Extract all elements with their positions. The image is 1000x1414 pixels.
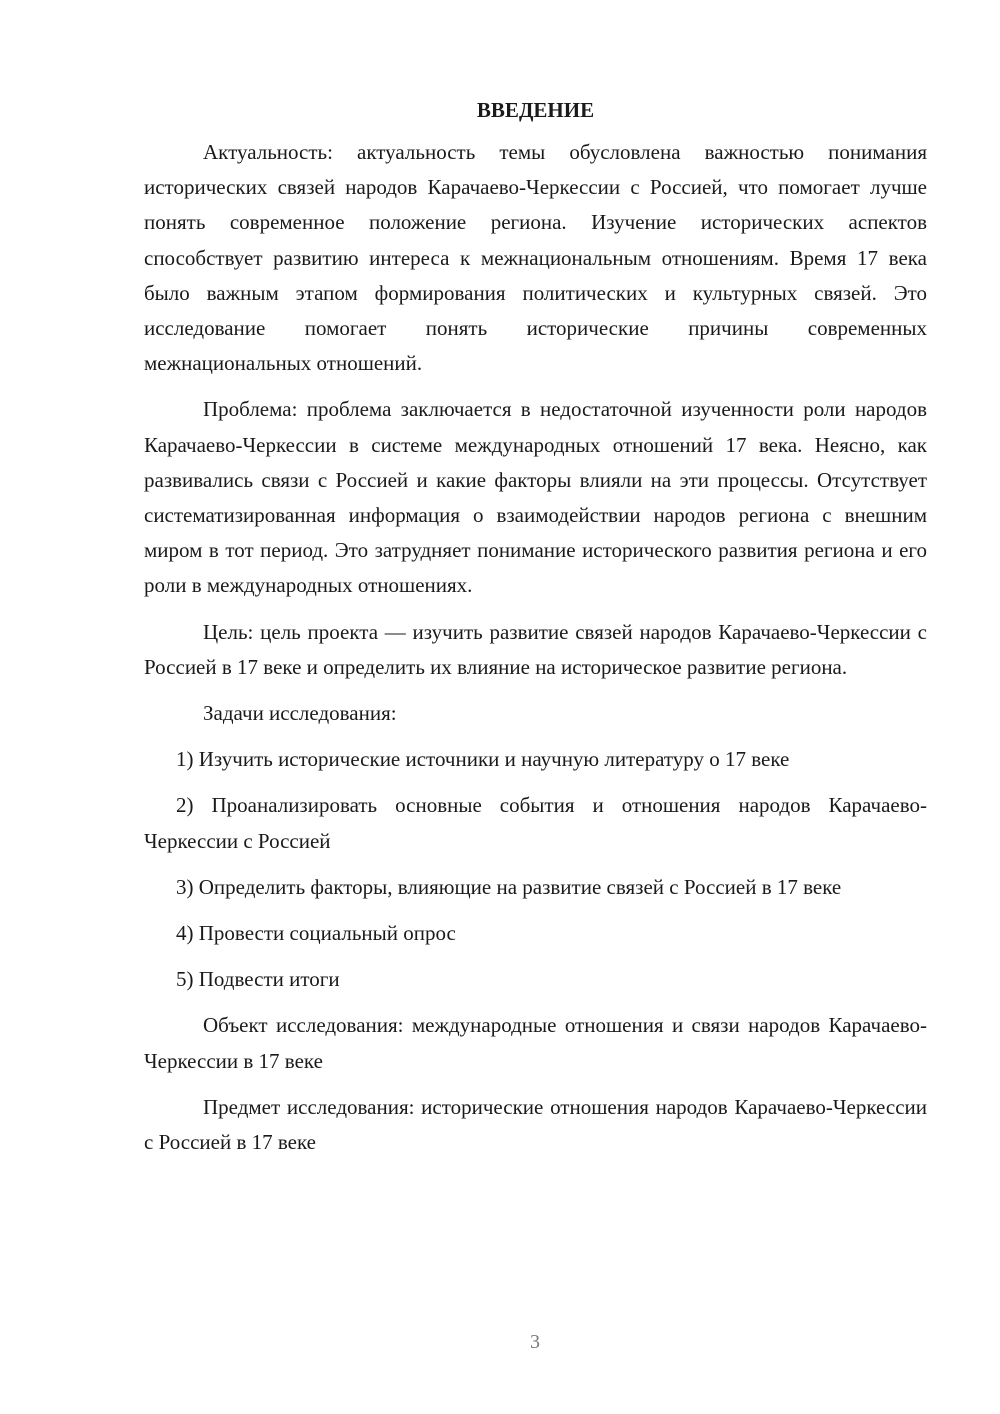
goal-paragraph: Цель: цель проекта — изучить развитие связей народов Карачаево-Черкессии с Россией в 17 веке и определить их влияние на историческое развитие региона. (144, 619, 927, 679)
subject-paragraph: Предмет исследования: исторические отношения народов Карачаево-Черкессии с Россией в 17 веке (144, 1094, 927, 1155)
task-item-2: 2) Проанализировать основные события и отношения народов Карачаево-Черкессии с Россией (144, 793, 927, 853)
problem-paragraph: Проблема: проблема заключается в недостаточной изученности роли народов Карачаево-Черкессии в системе международных отношений 17 века. Неясно, как развивались связи с Россией и какие факторы влияли на эти процессы. Отсутствует систематизированная информация о взаимодействии народов региона с внешним миром в тот период. Это затрудняет понимание исторического развития региона и его роли в международных отношениях. (144, 397, 927, 598)
relevance-paragraph: Актуальность: актуальность темы обусловлена важностью понимания исторических связей народов Карачаево-Черкессии с Россией, что помогает лучше понять современное положение региона. Изучение исторических аспектов способствует развитию интереса к межнациональным отношениям. Время 17 века было важным этапом формирования политических и культурных связей. Это исследование помогает понять исторические причины современных межнациональных отношений. (144, 140, 927, 376)
object-paragraph: Объект исследования: международные отношения и связи народов Карачаево-Черкессии в 17 веке (144, 1013, 927, 1073)
task-item-3: 3) Определить факторы, влияющие на развитие связей с Россией в 17 веке (176, 874, 842, 899)
page-number: 3 (530, 1331, 540, 1353)
task-item-5: 5) Подвести итоги (176, 967, 340, 992)
tasks-intro: Задачи исследования: (203, 701, 397, 726)
task-item-4: 4) Провести социальный опрос (176, 921, 456, 946)
section-heading: ВВЕДЕНИЕ (476, 98, 595, 122)
page-content (144, 93, 927, 1171)
task-item-1: 1) Изучить исторические источники и научную литературу о 17 веке (176, 747, 790, 772)
